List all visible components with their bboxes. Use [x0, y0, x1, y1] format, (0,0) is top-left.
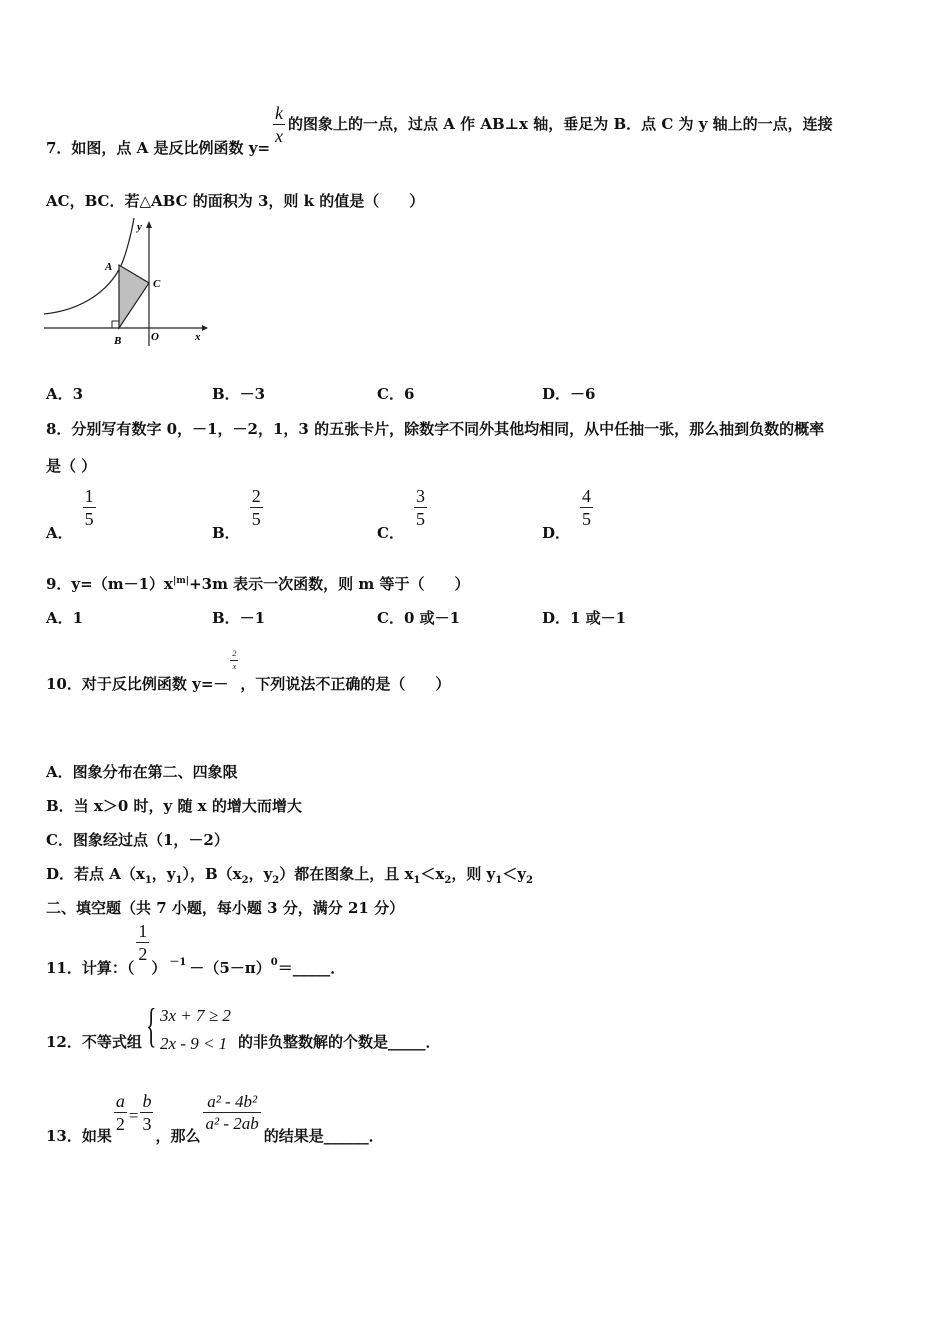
q9-line	[46, 573, 469, 594]
q10-line	[46, 648, 451, 693]
q13-line	[46, 1091, 384, 1145]
q10-post: ，下列说法不正确的是（ ）	[240, 675, 451, 693]
q13-f1-num: a	[115, 1091, 125, 1111]
q7-frac-denominator: x	[275, 126, 284, 146]
label-x: x	[195, 331, 201, 343]
section-2-heading: 二、填空题（共 7 小题，每小题 3 分，满分 21 分）	[46, 899, 405, 917]
q12-inequality-2: 2x - 9 < 1	[160, 1034, 228, 1053]
q9-option-b[interactable]: B．－1	[212, 609, 266, 627]
q11-post: ）	[151, 958, 167, 977]
label-b: B	[114, 335, 122, 347]
q8-a-num: 1	[84, 486, 94, 506]
q8-option-c-letter: C．	[377, 523, 404, 542]
q8-a-den: 5	[84, 509, 94, 529]
q8-option-a-fraction	[83, 487, 96, 528]
q8-option-d-letter: D．	[542, 523, 571, 542]
q8-option-c[interactable]	[377, 486, 427, 542]
q11-frac-den: 2	[138, 944, 148, 964]
q11-answer-blank[interactable]: ＝_____．	[277, 958, 346, 977]
q10-d-sub-8: 2	[525, 875, 533, 886]
q10-d-sub-1: 1	[144, 875, 152, 886]
q8-b-num: 2	[251, 486, 261, 506]
label-a: A	[105, 261, 113, 273]
q12-pre: 12．不等式组	[46, 1033, 142, 1051]
q7-line2: AC，BC．若△ABC 的面积为 3，则 k 的值是（ ）	[46, 192, 425, 210]
right-angle-mark	[112, 321, 119, 328]
q10-frac-num: 2	[230, 650, 238, 661]
q8-d-den: 5	[582, 509, 592, 529]
q10-frac-den: x	[232, 661, 237, 671]
q8-option-a[interactable]	[46, 486, 96, 542]
q12-brace-icon: {	[146, 999, 157, 1052]
q13-fraction-2	[140, 1092, 153, 1133]
q8-line1: 8．分别写有数字 0，－1，－2，1，3 的五张卡片，除数字不同外其他均相同，从中任抽一张，那么抽到负数的概率	[46, 420, 825, 438]
q10-d-sub-5: 1	[413, 875, 421, 886]
q11-frac-num: 1	[138, 921, 148, 941]
q13-fraction-1	[114, 1092, 127, 1133]
y-axis-arrow-icon	[146, 221, 152, 228]
q10-d-sub-3: 2	[241, 875, 249, 886]
q7-option-d[interactable]: D．－6	[542, 385, 596, 403]
q8-option-a-letter: A．	[46, 523, 73, 542]
q7-option-a[interactable]: A．3	[46, 385, 84, 403]
q10-d-text-6: ＜x	[420, 865, 445, 883]
q8-line2: 是（ ）	[46, 457, 97, 475]
q8-option-c-fraction	[414, 487, 427, 528]
q11-exp2: 0	[270, 956, 278, 968]
q13-f2-den: 3	[142, 1114, 152, 1134]
q8-option-b[interactable]	[212, 486, 263, 542]
q13-fraction-3	[203, 1093, 260, 1132]
q8-option-d-fraction	[580, 487, 593, 528]
q8-c-num: 3	[415, 486, 425, 506]
label-o: O	[151, 331, 159, 343]
q11-post2: －（5－π）	[189, 958, 271, 977]
q8-b-den: 5	[251, 509, 261, 529]
q7-line1	[46, 103, 833, 157]
q10-fraction	[230, 650, 238, 671]
q13-mid: ，那么	[155, 1126, 201, 1145]
q11-exp: －1	[169, 956, 187, 968]
q10-option-c[interactable]: C．图象经过点（1，－2）	[46, 831, 229, 849]
q7-text-b: 的图象上的一点，过点 A 作 AB⊥x 轴，垂足为 B．点 C 为 y 轴上的一点，连接	[288, 114, 833, 133]
q10-d-sub-4: 2	[272, 875, 280, 886]
q13-f3-num: a² - 4b²	[203, 1093, 260, 1113]
q10-d-text-8: ＜y	[502, 865, 526, 883]
q10-pre: 10．对于反比例函数 y=－	[46, 675, 229, 693]
q8-option-b-letter: B．	[212, 523, 240, 542]
q10-d-sub-6: 2	[444, 875, 452, 886]
q10-d-text-4: ，y	[248, 865, 273, 883]
q10-d-text-3: ），B（x	[182, 865, 242, 883]
q8-option-b-fraction	[250, 487, 263, 528]
q13-post[interactable]: 的结果是______．	[263, 1126, 384, 1145]
triangle-abc	[119, 265, 149, 328]
q7-frac-numerator: k	[275, 103, 284, 123]
q13-f2-num: b	[142, 1091, 152, 1111]
q9-exponent: |m|	[172, 576, 190, 586]
q10-option-a[interactable]: A．图象分布在第二、四象限	[46, 763, 238, 781]
q13-f3-den: a² - 2ab	[205, 1114, 259, 1133]
q8-d-num: 4	[582, 486, 592, 506]
q10-d-text-2: ，y	[151, 865, 176, 883]
q10-d-text-7: ，则 y	[451, 865, 496, 883]
x-axis-arrow-icon	[202, 325, 208, 331]
q7-option-c[interactable]: C．6	[377, 385, 415, 403]
q10-d-text-1: D．若点 A（x	[46, 865, 145, 883]
q13-pre: 13．如果	[46, 1126, 112, 1145]
q13-equals: =	[128, 1105, 139, 1125]
q7-figure	[44, 218, 214, 350]
q9-option-d[interactable]: D．1 或－1	[542, 609, 627, 627]
q10-d-sub-2: 1	[175, 875, 183, 886]
q10-d-text-5: ）都在图象上，且 x	[279, 865, 414, 883]
label-c: C	[153, 278, 161, 290]
q10-d-sub-7: 1	[495, 875, 503, 886]
q9-pre: 9．y=（m－1）x	[46, 575, 173, 593]
q8-option-d[interactable]	[542, 486, 593, 542]
q11-pre: 11．计算：（	[46, 958, 135, 977]
q8-c-den: 5	[415, 509, 425, 529]
q11-fraction	[136, 922, 149, 963]
q10-option-d[interactable]	[46, 863, 533, 886]
label-y: y	[137, 221, 142, 233]
q9-option-c[interactable]: C．0 或－1	[377, 609, 461, 627]
q7-fraction	[273, 104, 285, 145]
q12-post[interactable]: 的非负整数解的个数是_____．	[238, 1033, 441, 1051]
q7-option-b[interactable]: B．－3	[212, 385, 266, 403]
q9-option-a[interactable]: A．1	[46, 609, 84, 627]
q7-text-a: 7．如图，点 A 是反比例函数 y=	[46, 138, 271, 157]
q13-f1-den: 2	[115, 1114, 125, 1134]
q12-inequality-1: 3x + 7 ≥ 2	[160, 1006, 231, 1025]
q10-option-b[interactable]: B．当 x＞0 时，y 随 x 的增大而增大	[46, 797, 302, 815]
q9-post: +3m 表示一次函数，则 m 等于（ ）	[189, 575, 470, 593]
